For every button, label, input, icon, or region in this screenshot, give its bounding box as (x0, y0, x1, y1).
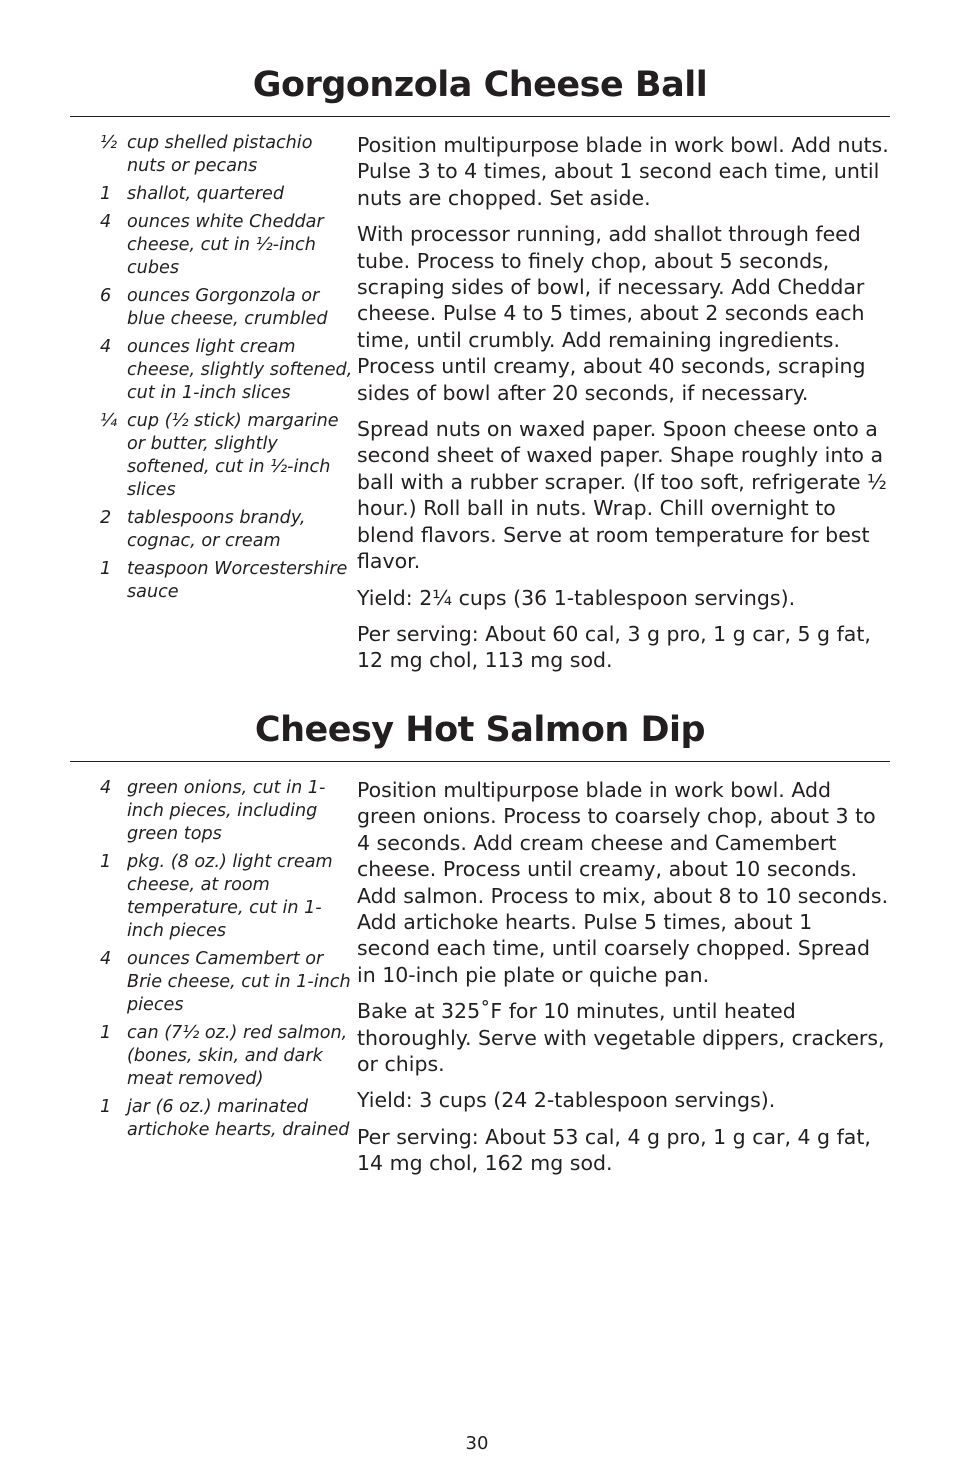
ingredient-quantity: 1 (100, 184, 112, 204)
ingredient-item (100, 132, 356, 178)
direction-step: With processor running, add shallot through feed tube. Process to finely chop, about 5 seconds, scraping sides of bowl, if necessary. Add Cheddar cheese. Pulse 4 to 5 times, about 2 seconds each time, until crumbly. Add remaining ingredients. Process until creamy, about 40 seconds, scraping sides of bowl after 20 seconds, if necessary. (357, 222, 866, 405)
ingredient-item (100, 336, 356, 405)
ingredient-text: ounces Gorgonzola or blue cheese, crumbled (127, 286, 328, 329)
ingredient-item (100, 851, 356, 943)
ingredient-quantity: 6 (100, 286, 112, 306)
ingredient-text: tablespoons brandy, cognac, or cream (127, 508, 306, 551)
ingredient-quantity: 4 (100, 212, 112, 232)
title-divider (70, 116, 890, 117)
title-divider (70, 761, 890, 762)
recipe-body (70, 132, 890, 684)
ingredient-text: ounces light cream cheese, slightly softened, cut in 1-inch slices (127, 337, 353, 403)
ingredient-list (100, 132, 356, 684)
recipe-cheesy-hot-salmon-dip (70, 707, 890, 1187)
ingredient-quantity: 1 (100, 852, 112, 872)
ingredient-text: cup shelled pistachio nuts or pecans (127, 133, 313, 176)
nutrition-text: Per serving: About 60 cal, 3 g pro, 1 g car, 5 g fat, 12 mg chol, 113 mg sod. (357, 621, 871, 673)
ingredient-list (100, 777, 356, 1187)
directions (357, 777, 890, 1187)
ingredient-item (100, 211, 356, 280)
direction-step: Position multipurpose blade in work bowl. Add nuts. Pulse 3 to 4 times, about 1 second each time, until nuts are chopped. Set aside. (357, 133, 889, 210)
recipe-title: Cheesy Hot Salmon Dip (254, 710, 706, 750)
recipe-gorgonzola-cheese-ball (70, 62, 890, 684)
page-number: 30 (465, 1433, 489, 1454)
ingredient-item (100, 183, 356, 206)
ingredient-text: shallot, quartered (127, 184, 285, 204)
ingredient-item (100, 558, 356, 604)
ingredient-text: can (7½ oz.) red salmon, (bones, skin, and dark meat removed) (127, 1023, 348, 1089)
ingredient-item (100, 507, 356, 553)
ingredient-item (100, 948, 356, 1017)
ingredient-quantity: 4 (100, 949, 112, 969)
ingredient-text: teaspoon Worcestershire sauce (127, 559, 348, 602)
ingredient-item (100, 285, 356, 331)
recipe-title: Gorgonzola Cheese Ball (252, 65, 708, 105)
ingredient-quantity: ½ (100, 133, 118, 153)
ingredient-text: jar (6 oz.) marinated artichoke hearts, drained (127, 1097, 350, 1140)
ingredient-text: ounces Camembert or Brie cheese, cut in 1-inch pieces (127, 949, 351, 1015)
ingredient-text: pkg. (8 oz.) light cream cheese, at room temperature, cut in 1-inch pieces (127, 852, 333, 941)
yield-text: Yield: 2¼ cups (36 1-tablespoon servings). (357, 585, 796, 610)
recipe-body (70, 777, 890, 1187)
ingredient-item (100, 777, 356, 846)
direction-step: Position multipurpose blade in work bowl. Add green onions. Process to coarsely chop, about 3 to 4 seconds. Add cream cheese and Camembert cheese. Process until creamy, about 10 seconds. Add salmon. Process to mix, about 8 to 10 seconds. Add artichoke hearts. Pulse 5 times, about 1 second each time, until coarsely chopped. Spread in 10-inch pie plate or quiche pan. (357, 778, 889, 987)
ingredient-quantity: 1 (100, 1097, 112, 1117)
direction-step: Spread nuts on waxed paper. Spoon cheese onto a second sheet of waxed paper. Shape roughly into a ball with a rubber scraper. (If too soft, refrigerate ½ hour.) Roll ball in nuts. Wrap. Chill overnight to blend flavors. Serve at room temperature for best flavor. (357, 417, 887, 574)
ingredient-item (100, 1096, 356, 1142)
ingredient-text: ounces white Cheddar cheese, cut in ½-inch cubes (127, 212, 324, 278)
ingredient-text: cup (½ stick) margarine or butter, slightly softened, cut in ½-inch slices (127, 411, 339, 500)
yield-text: Yield: 3 cups (24 2-tablespoon servings). (357, 1088, 776, 1113)
ingredient-item (100, 410, 356, 502)
ingredient-item (100, 1022, 356, 1091)
ingredient-quantity: 1 (100, 559, 112, 579)
ingredient-quantity: 4 (100, 337, 112, 357)
directions (357, 132, 890, 684)
ingredient-text: green onions, cut in 1-inch pieces, including green tops (127, 778, 326, 844)
ingredient-quantity: 4 (100, 778, 112, 798)
ingredient-quantity: 2 (100, 508, 112, 528)
nutrition-text: Per serving: About 53 cal, 4 g pro, 1 g car, 4 g fat, 14 mg chol, 162 mg sod. (357, 1124, 871, 1176)
ingredient-quantity: ¼ (100, 411, 118, 431)
direction-step: Bake at 325˚F for 10 minutes, until heated thoroughly. Serve with vegetable dippers, crackers, or chips. (357, 999, 885, 1077)
ingredient-quantity: 1 (100, 1023, 112, 1043)
